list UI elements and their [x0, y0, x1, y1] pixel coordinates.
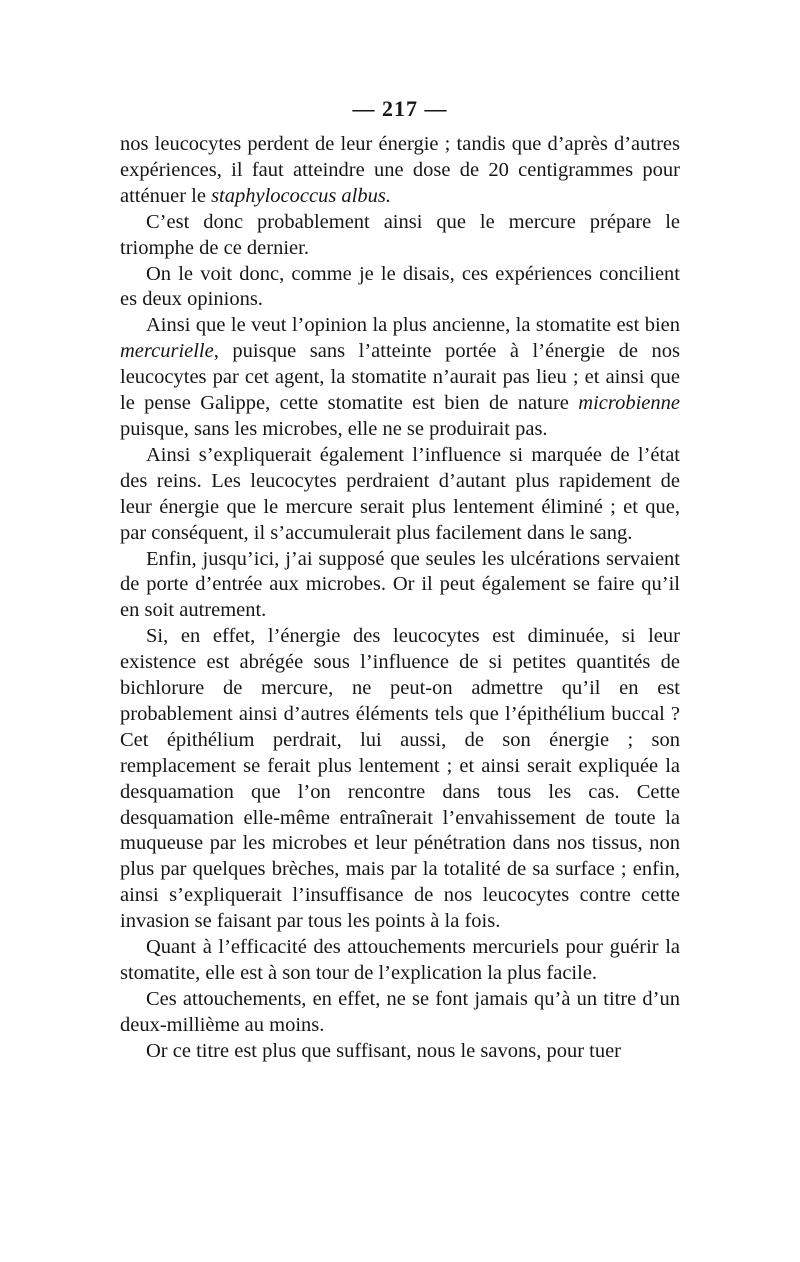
paragraph-p1	[120, 210, 680, 262]
paragraph-p9	[120, 1039, 680, 1065]
paragraph-p6	[120, 624, 680, 935]
text-run: Si, en effet, l’énergie des leucocytes est diminuée, si leur existence est abrégée sous l’influence de si petites quantités de bichlorure de mercure, ne peut-on admettre qu’il en est probablement ainsi d’autres éléments tels que l’épithélium buccal ? Cet épithélium perdrait, lui aussi, de son énergie ; son remplacement se ferait plus lentement ; et ainsi serait expliquée la desquamation que l’on rencontre dans tous les cas. Cette desquamation elle-même entraînerait l’envahissement de toute la muqueuse par les microbes et leur pénétration dans nos tissus, non plus par quelques brèches, mais par la totalité de sa surface ; enfin, ainsi s’expliquerait l’insuffisance de nos leucocytes contre cette invasion se faisant par tous les points à la fois.	[120, 625, 680, 933]
italic-run: staphylococcus albus.	[211, 184, 391, 207]
page-number: — 217 —	[352, 96, 448, 121]
text-run: puisque, sans les microbes, elle ne se produirait pas.	[120, 417, 548, 440]
paragraph-p5	[120, 547, 680, 625]
paragraph-p8	[120, 987, 680, 1039]
text-run: Ces attouchements, en effet, ne se font jamais qu’à un titre d’un deux-millième au moins.	[120, 987, 680, 1036]
paragraph-p7	[120, 935, 680, 987]
text-run: , puisque sans l’atteinte portée à l’énergie de nos leucocytes par cet agent, la stomatite n’aurait pas lieu ; et ainsi que le pense Galippe, cette stomatite est bien de nature	[120, 340, 680, 415]
paragraph-p2	[120, 262, 680, 314]
book-page	[120, 92, 680, 1065]
italic-run: microbienne	[578, 392, 680, 415]
text-run: Or ce titre est plus que suffisant, nous le savons, pour tuer	[146, 1039, 622, 1062]
text-run: Quant à l’efficacité des attouchements mercuriels pour guérir la stomatite, elle est à son tour de l’explication la plus facile.	[120, 936, 680, 984]
paragraph-p3	[120, 313, 680, 443]
italic-run: mercurielle	[120, 340, 214, 363]
text-run: C’est donc probablement ainsi que le mercure prépare le triomphe de ce dernier.	[120, 210, 680, 259]
text-run: nos leucocytes perdent de leur énergie ; tandis que d’après d’autres expériences, il faut atteindre une dose de 20 centigrammes pour atténuer le	[120, 133, 680, 207]
paragraph-p4	[120, 443, 680, 547]
text-run: Enfin, jusqu’ici, j’ai supposé que seules les ulcérations servaient de porte d’entrée aux microbes. Or il peut également se faire qu’il en soit autrement.	[120, 547, 680, 622]
text-run: Ainsi s’expliquerait également l’influence si marquée de l’état des reins. Les leucocytes perdraient d’autant plus rapidement de leur énergie que le mercure serait plus lentement éliminé ; et que, par conséquent, il s’accumulerait plus facilement dans le sang.	[120, 443, 680, 544]
text-run: On le voit donc, comme je le disais, ces expériences concilient es deux opinions.	[120, 262, 680, 311]
text-run: Ainsi que le veut l’opinion la plus ancienne, la stomatite est bien	[146, 314, 680, 337]
paragraph-p0	[120, 132, 680, 210]
text-body	[120, 132, 680, 1065]
